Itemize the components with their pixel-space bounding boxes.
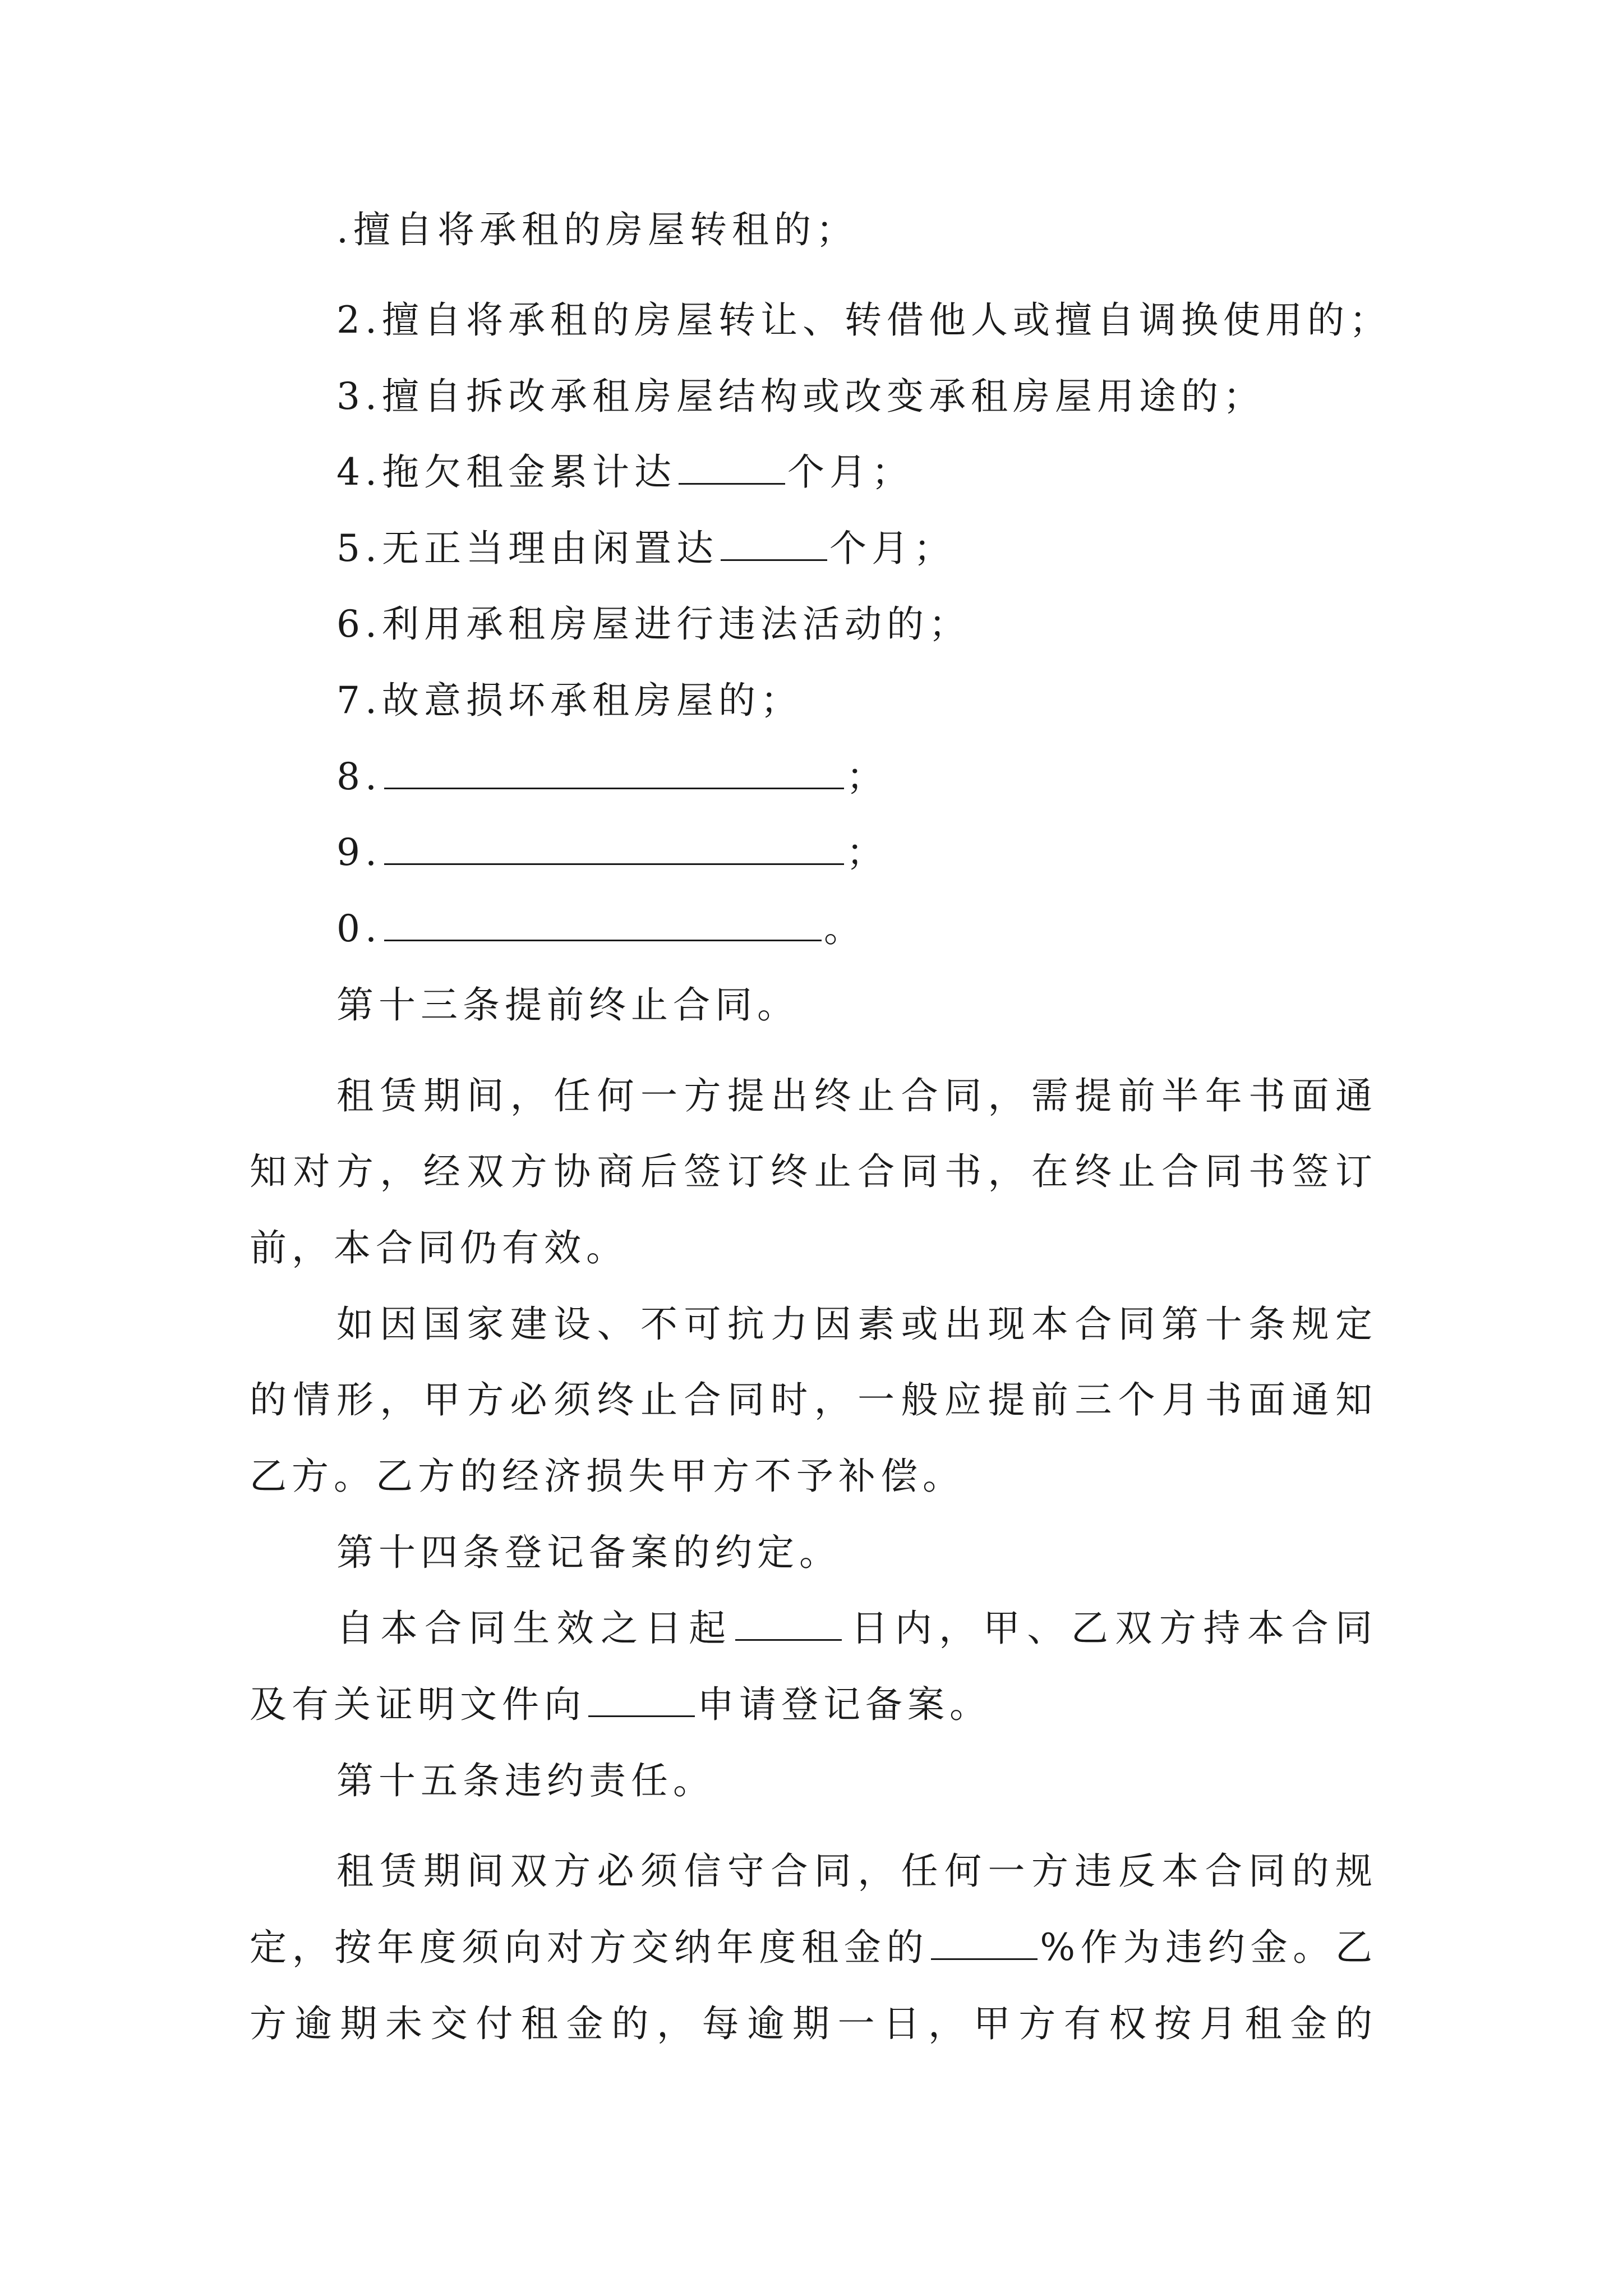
clause-line	[336, 752, 888, 802]
paragraph-line	[336, 1846, 1372, 1897]
line-text: 如因国家建设、不可抗力因素或出现本合同第十条规定	[336, 1303, 1372, 1346]
line-text: 8.	[336, 755, 382, 798]
line-text: 乙方。乙方的经济损失甲方不予补偿。	[250, 1455, 965, 1498]
clause-line	[336, 675, 803, 726]
fill-in-blank	[679, 448, 785, 485]
line-text: 方逾期未交付租金的，每逾期一日，甲方有权按月租金的	[250, 2002, 1372, 2045]
article-heading	[336, 980, 799, 1030]
line-text: 3.擅自拆改承租房屋结构或改变承租房屋用途的；	[336, 375, 1265, 418]
fill-in-blank	[588, 1681, 695, 1717]
fill-in-blank	[931, 1924, 1038, 1960]
line-text: ；	[846, 831, 888, 874]
paragraph-line	[336, 1299, 1372, 1350]
line-text: 4.拖欠租金累计达	[336, 450, 676, 494]
line-text: %作为违约金。乙	[1040, 1926, 1372, 1969]
line-text: ；	[846, 755, 888, 798]
line-text: 2.擅自将承租的房屋转让、转借他人或擅自调换使用的；	[336, 298, 1391, 342]
clause-line	[336, 371, 1265, 422]
line-text: 6.利用承租房屋进行违法活动的；	[336, 602, 971, 646]
fill-in-blank	[384, 829, 844, 865]
line-text: 租赁期间，任何一方提出终止合同，需提前半年书面通	[336, 1074, 1372, 1117]
line-text: 7.故意损坏承租房屋的；	[336, 679, 803, 722]
line-text: 申请登记备案。	[697, 1683, 992, 1726]
paragraph-line	[250, 1147, 1372, 1197]
clause-line	[336, 523, 956, 574]
line-text: 第十五条违约责任。	[336, 1759, 715, 1802]
line-text: 日内，甲、乙双方持本合同	[843, 1607, 1373, 1650]
line-text: 第十四条登记备案的约定。	[336, 1531, 841, 1574]
fill-in-blank	[384, 905, 822, 941]
paragraph-line	[336, 1603, 1372, 1654]
line-text: 知对方，经双方协商后签订终止合同书，在终止合同书签订	[250, 1150, 1372, 1193]
article-heading	[336, 1756, 715, 1806]
paragraph-line	[250, 1451, 965, 1502]
line-text: 定，按年度须向对方交纳年度租金的	[250, 1926, 929, 1969]
line-text: .擅自将承租的房屋转租的；	[336, 208, 858, 251]
line-text: 个月；	[787, 450, 914, 494]
line-text: 及有关证明文件向	[250, 1683, 586, 1726]
paragraph-line	[336, 1071, 1372, 1121]
line-text: 第十三条提前终止合同。	[336, 983, 799, 1027]
paragraph-line	[250, 1680, 992, 1730]
paragraph-line	[250, 1999, 1372, 2049]
clause-line	[336, 447, 914, 498]
line-text: 自本合同生效之日起	[336, 1607, 733, 1650]
clause-line	[336, 827, 888, 878]
clause-line	[336, 599, 971, 650]
paragraph-line	[250, 1922, 1372, 1973]
line-text: 0.	[336, 907, 382, 950]
paragraph-line	[250, 1223, 628, 1273]
line-text: 9.	[336, 831, 382, 874]
paragraph-line	[250, 1375, 1372, 1425]
fill-in-blank	[735, 1604, 842, 1641]
clause-line	[336, 295, 1391, 346]
article-heading	[336, 1527, 841, 1578]
line-text: 。	[823, 907, 866, 950]
line-text: 的情形，甲方必须终止合同时，一般应提前三个月书面通知	[250, 1378, 1372, 1421]
line-text: 租赁期间双方必须信守合同，任何一方违反本合同的规	[336, 1849, 1372, 1893]
line-text: 前，本合同仍有效。	[250, 1226, 628, 1269]
clause-line	[336, 904, 866, 954]
line-text: 个月；	[829, 527, 956, 570]
fill-in-blank	[721, 524, 827, 561]
clause-line	[336, 205, 858, 255]
line-text: 5.无正当理由闲置达	[336, 527, 718, 570]
fill-in-blank	[384, 753, 844, 789]
